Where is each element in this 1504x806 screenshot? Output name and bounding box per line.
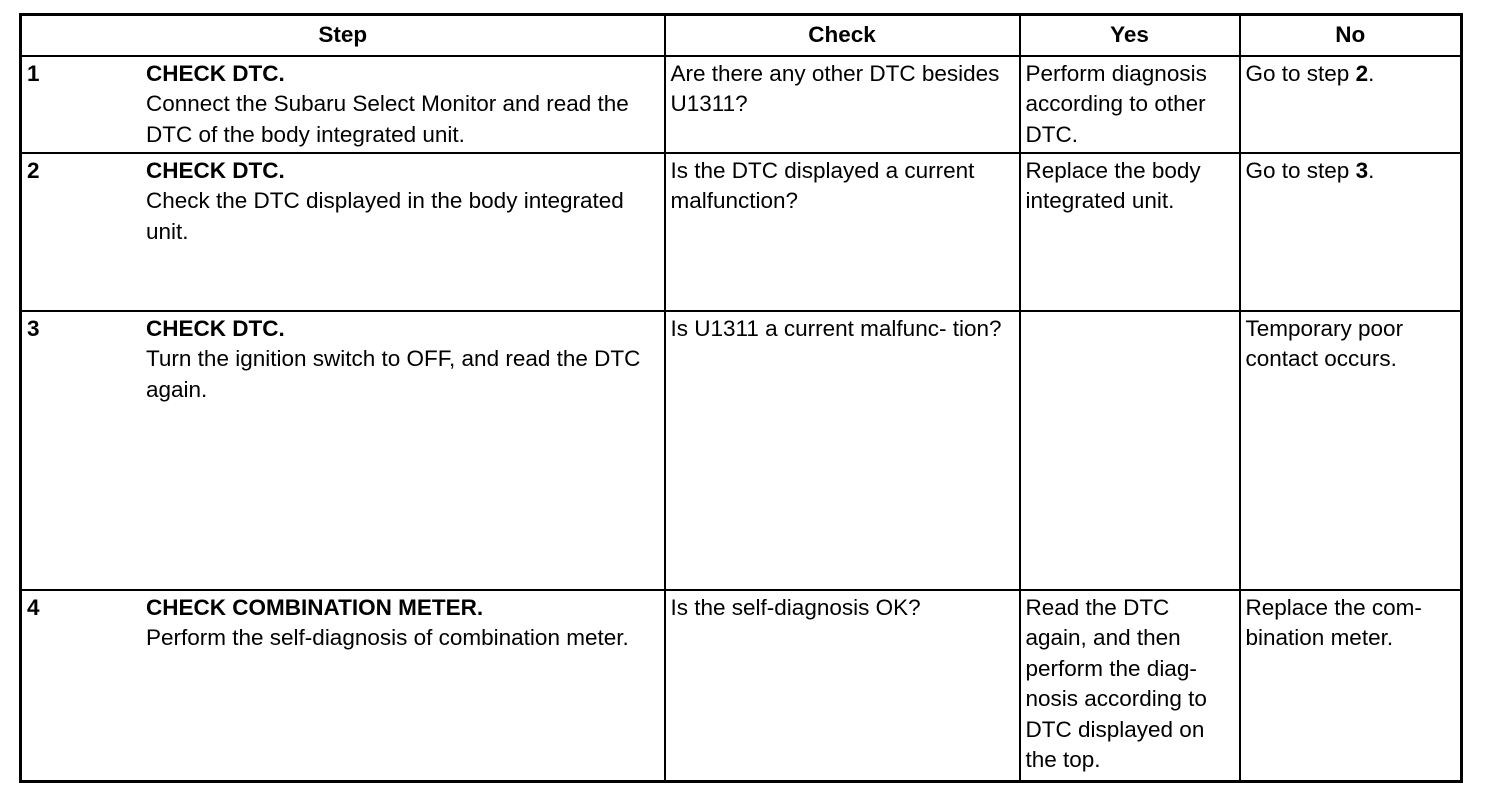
yes-cell: Replace the body integrated unit.	[1020, 153, 1240, 311]
step-title: CHECK DTC.	[146, 60, 285, 86]
no-text: Go to step	[1245, 157, 1356, 183]
diagnostic-table	[19, 13, 1463, 783]
no-text: Go to step	[1245, 60, 1356, 86]
step-number: 1	[27, 60, 40, 86]
check-cell: Are there any other DTC besides U1311?	[665, 56, 1020, 153]
header-no: No	[1240, 15, 1462, 56]
step-description: Perform the self-diagnosis of combination meter.	[146, 625, 629, 650]
go-to-step-ref: 2	[1355, 60, 1369, 86]
step-number: 4	[27, 594, 40, 620]
step-title: CHECK COMBINATION METER.	[146, 594, 484, 620]
yes-cell: Read the DTC again, and then perform the diag- nosis according to DTC displayed on the top.	[1020, 590, 1240, 782]
step-number: 2	[27, 157, 40, 183]
header-yes: Yes	[1020, 15, 1240, 56]
check-cell: Is U1311 a current malfunc- tion?	[665, 311, 1020, 590]
table-row	[21, 590, 1462, 782]
header-row	[21, 15, 1462, 56]
table-row	[21, 311, 1462, 590]
step-cell	[21, 56, 665, 153]
step-description: Turn the ignition switch to OFF, and read the DTC again.	[146, 346, 641, 402]
no-suffix: .	[1368, 157, 1375, 183]
check-cell: Is the DTC displayed a current malfunction?	[665, 153, 1020, 311]
no-cell: Replace the com- bination meter.	[1240, 590, 1462, 782]
step-cell	[21, 311, 665, 590]
check-cell: Is the self-diagnosis OK?	[665, 590, 1020, 782]
header-check: Check	[665, 15, 1020, 56]
header-step: Step	[21, 15, 665, 56]
step-cell	[21, 590, 665, 782]
table-row	[21, 153, 1462, 311]
go-to-step-ref: 3	[1355, 157, 1369, 183]
yes-cell	[1020, 311, 1240, 590]
no-cell	[1240, 153, 1462, 311]
table-row	[21, 56, 1462, 153]
step-cell	[21, 153, 665, 311]
yes-cell: Perform diagnosis according to other DTC.	[1020, 56, 1240, 153]
step-title: CHECK DTC.	[146, 315, 285, 341]
no-suffix: .	[1368, 60, 1375, 86]
step-title: CHECK DTC.	[146, 157, 285, 183]
step-description: Check the DTC displayed in the body integrated unit.	[146, 188, 624, 244]
no-cell: Temporary poor contact occurs.	[1240, 311, 1462, 590]
no-cell	[1240, 56, 1462, 153]
step-description: Connect the Subaru Select Monitor and read the DTC of the body integrated unit.	[146, 91, 629, 147]
step-number: 3	[27, 315, 40, 341]
